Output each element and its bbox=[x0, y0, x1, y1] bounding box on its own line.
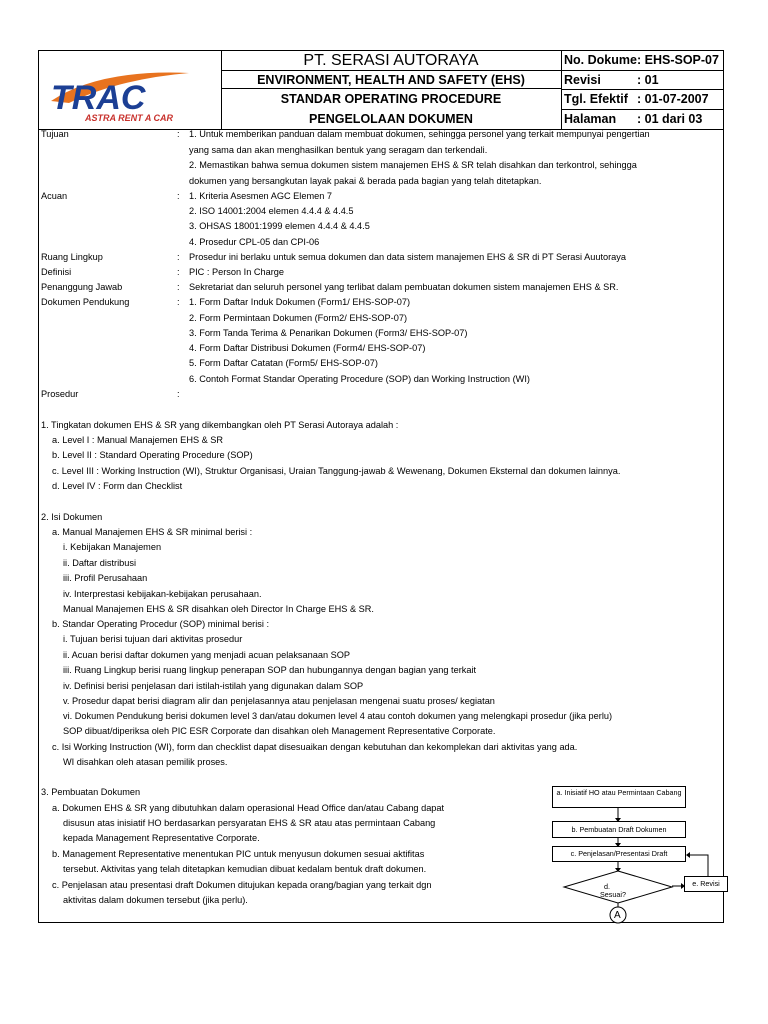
meta-value: : 01 dari 03 bbox=[637, 111, 703, 126]
meta-value: : EHS-SOP-07 bbox=[637, 53, 719, 67]
field-line: 3. OHSAS 18001:1999 elemen 4.4.4 & 4.4.5 bbox=[189, 221, 370, 231]
field-label: Definisi bbox=[41, 267, 72, 277]
section-note: WI disahkan oleh atasan pemilik proses. bbox=[63, 757, 228, 767]
section-subitem: vi. Dokumen Pendukung berisi dokumen level 3 dan/atau dokumen level 4 atau contoh dokumen yang melengkapi prosedur (jika perlu) bbox=[63, 711, 613, 721]
field-colon: : bbox=[177, 129, 180, 139]
section-note: SOP dibuat/diperiksa oleh PIC ESR Corporate dan disahkan oleh Management Representative Corporate. bbox=[63, 726, 496, 736]
section-item: b. Standar Operating Procedur (SOP) minimal berisi : bbox=[52, 619, 270, 629]
section-subitem: i. Tujuan berisi tujuan dari aktivitas prosedur bbox=[63, 634, 243, 644]
section-item: d. Level IV : Form dan Checklist bbox=[52, 481, 183, 491]
document-title: PENGELOLAAN DOKUMEN bbox=[221, 109, 562, 129]
field-line: 2. Memastikan bahwa semua dokumen sistem manajemen EHS & SR telah disahkan dan terkontrol, sehingga bbox=[189, 160, 637, 170]
section-heading: 2. Isi Dokumen bbox=[41, 512, 103, 522]
section-line: b. Management Representative menentukan PIC untuk menyusun dokumen sesuai aktifitas bbox=[52, 849, 425, 859]
meta-value: : 01 bbox=[637, 72, 659, 87]
field-label: Penanggung Jawab bbox=[41, 282, 123, 292]
section-item: c. Isi Working Instruction (WI), form dan checklist dapat disesuaikan dengan kebutuhan dan kekomplekan dari aktivitas yang ada. bbox=[52, 742, 578, 752]
flow-box-draft: b. Pembuatan Draft Dokumen bbox=[552, 821, 686, 838]
section-line: c. Penjelasan atau presentasi draft Dokumen ditujukan kepada orang/bagian yang terkait dgn bbox=[52, 880, 432, 890]
meta-value: : 01-07-2007 bbox=[637, 92, 709, 106]
section-line: disusun atas inisiatif HO berdasarkan persyaratan EHS & SR atau atas permintaan Cabang bbox=[63, 818, 436, 828]
field-colon: : bbox=[177, 297, 180, 307]
field-line: 4. Form Daftar Distribusi Dokumen (Form4/ EHS-SOP-07) bbox=[189, 343, 426, 353]
meta-key: Revisi bbox=[564, 72, 601, 87]
section-subitem: i. Kebijakan Manajemen bbox=[63, 542, 162, 552]
field-line: dokumen yang bersangkutan layak pakai & berada pada bagian yang telah ditetapkan. bbox=[189, 176, 542, 186]
field-line: 3. Form Tanda Terima & Penarikan Dokumen (Form3/ EHS-SOP-07) bbox=[189, 328, 468, 338]
decision-label-d: d. bbox=[604, 882, 610, 891]
field-line: PIC : Person In Charge bbox=[189, 267, 284, 277]
section-subitem: v. Prosedur dapat berisi diagram alir dan penjelasannya atau penjelasan mengenai suatu proses/ kegiatan bbox=[63, 696, 495, 706]
field-label: Ruang Lingkup bbox=[41, 252, 103, 262]
section-line: aktivitas dalam dokumen tersebut (jika perlu). bbox=[63, 895, 248, 905]
company-name: PT. SERASI AUTORAYA bbox=[221, 51, 562, 71]
field-colon: : bbox=[177, 267, 180, 277]
field-line: 2. Form Permintaan Dokumen (Form2/ EHS-SOP-07) bbox=[189, 313, 408, 323]
field-label: Prosedur bbox=[41, 389, 79, 399]
field-colon: : bbox=[177, 389, 180, 399]
field-colon: : bbox=[177, 282, 180, 292]
field-line: 4. Prosedur CPL-05 dan CPI-06 bbox=[189, 237, 320, 247]
field-colon: : bbox=[177, 191, 180, 201]
field-line: 1. Form Daftar Induk Dokumen (Form1/ EHS-SOP-07) bbox=[189, 297, 411, 307]
field-label: Tujuan bbox=[41, 129, 69, 139]
section-line: tersebut. Aktivitas yang telah ditetapkan kemudian dibuat kedalam bentuk draft dokumen. bbox=[63, 864, 427, 874]
field-label: Dokumen Pendukung bbox=[41, 297, 130, 307]
svg-text:ASTRA RENT A CAR: ASTRA RENT A CAR bbox=[85, 113, 173, 123]
field-line: Sekretariat dan seluruh personel yang terlibat dalam pembuatan dokumen sistem manajemen EHS & SR. bbox=[189, 282, 619, 292]
flow-box-presentation: c. Penjelasan/Presentasi Draft bbox=[552, 846, 686, 862]
section-subitem: iii. Ruang Lingkup berisi ruang lingkup penerapan SOP dan hubungannya dengan bagian yang terkait bbox=[63, 665, 477, 675]
section-item: c. Level III : Working Instruction (WI), Struktur Organisasi, Uraian Tanggung-jawab & Wewenang, Dokumen Eksternal dan dokumen lainnya. bbox=[52, 466, 621, 476]
decision-label-sesuai: Sesuai? bbox=[600, 890, 626, 899]
section-item: b. Level II : Standard Operating Procedure (SOP) bbox=[52, 450, 253, 460]
section-line: a. Dokumen EHS & SR yang dibutuhkan dalam operasional Head Office dan/atau Cabang dapat bbox=[52, 803, 445, 813]
section-heading: 3. Pembuatan Dokumen bbox=[41, 787, 141, 797]
field-label: Acuan bbox=[41, 191, 68, 201]
field-line: 5. Form Daftar Catatan (Form5/ EHS-SOP-07) bbox=[189, 358, 378, 368]
meta-key: No. Dokume bbox=[564, 53, 637, 67]
section-subitem: ii. Acuan berisi daftar dokumen yang menjadi acuan pelaksanaan SOP bbox=[63, 650, 351, 660]
section-line: kepada Management Representative Corporate. bbox=[63, 833, 260, 843]
section-item: a. Manual Manajemen EHS & SR minimal berisi : bbox=[52, 527, 253, 537]
svg-text:TRAC: TRAC bbox=[51, 79, 146, 117]
field-line: yang sama dan akan menghasilkan bentuk yang seragam dan terkendali. bbox=[189, 145, 488, 155]
section-heading: 1. Tingkatan dokumen EHS & SR yang dikembangkan oleh PT Serasi Autoraya adalah : bbox=[41, 420, 399, 430]
document-type: STANDAR OPERATING PROCEDURE bbox=[221, 89, 562, 109]
field-line: 1. Untuk memberikan panduan dalam membuat dokumen, sehingga personel yang terkait mempunyai pengertian bbox=[189, 129, 650, 139]
flow-box-revisi: e. Revisi bbox=[684, 876, 728, 892]
section-subitem: iii. Profil Perusahaan bbox=[63, 573, 148, 583]
field-line: 6. Contoh Format Standar Operating Procedure (SOP) dan Working Instruction (WI) bbox=[189, 374, 530, 384]
section-subitem: ii. Daftar distribusi bbox=[63, 558, 137, 568]
field-line: 1. Kriteria Asesmen AGC Elemen 7 bbox=[189, 191, 332, 201]
flow-box-initiative: a. Inisiatif HO atau Permintaan Cabang bbox=[552, 786, 686, 808]
section-note: Manual Manajemen EHS & SR disahkan oleh Director In Charge EHS & SR. bbox=[63, 604, 374, 614]
connector-label: A bbox=[614, 910, 621, 921]
section-subitem: iv. Definisi berisi penjelasan dari istilah-istilah yang digunakan dalam SOP bbox=[63, 681, 364, 691]
field-line: 2. ISO 14001:2004 elemen 4.4.4 & 4.4.5 bbox=[189, 206, 354, 216]
field-line: Prosedur ini berlaku untuk semua dokumen dan data sistem manajemen EHS & SR di PT Serasi Auutoraya bbox=[189, 252, 626, 262]
meta-key: Tgl. Efektif bbox=[564, 92, 628, 106]
field-colon: : bbox=[177, 252, 180, 262]
meta-key: Halaman bbox=[564, 111, 617, 126]
department-name: ENVIRONMENT, HEALTH AND SAFETY (EHS) bbox=[221, 71, 562, 89]
section-subitem: iv. Interprestasi kebijakan-kebijakan perusahaan. bbox=[63, 589, 262, 599]
section-item: a. Level I : Manual Manajemen EHS & SR bbox=[52, 435, 224, 445]
